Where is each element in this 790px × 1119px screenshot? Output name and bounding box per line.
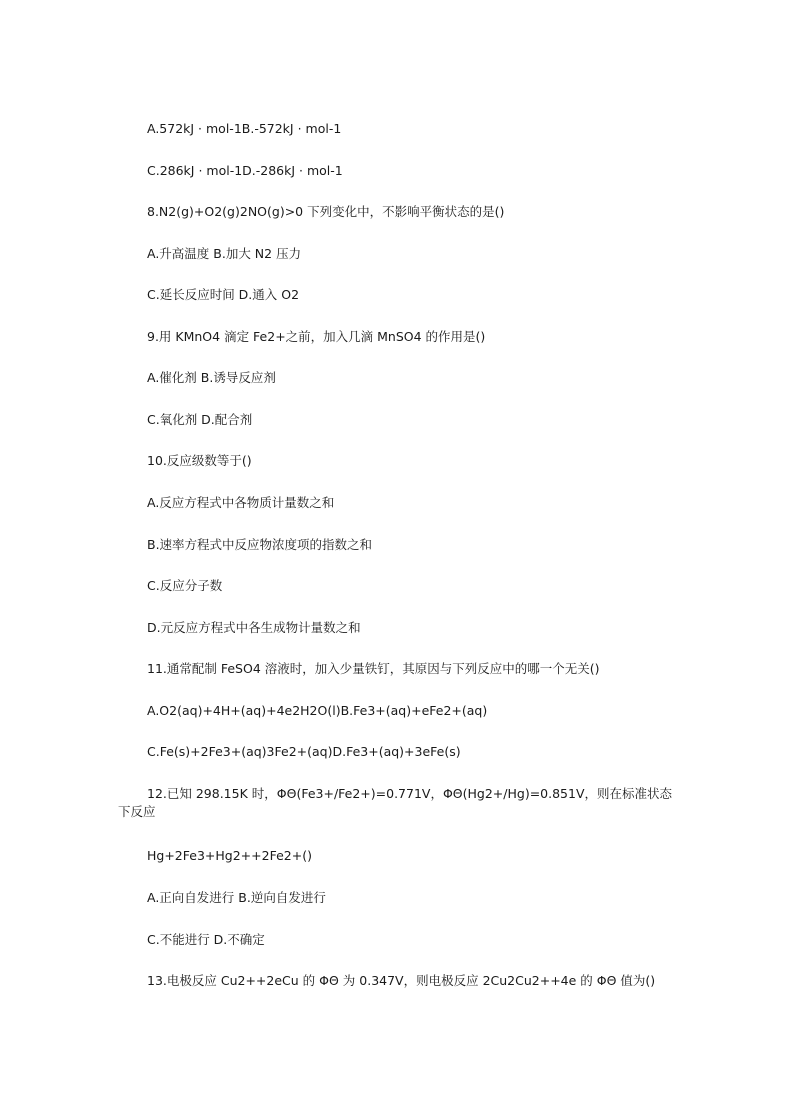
question-10: 10.反应级数等于() — [147, 453, 252, 468]
option-line-q10-b: B.速率方程式中反应物浓度项的指数之和 — [147, 537, 373, 552]
option-line-q9-cd: C.氧化剂 D.配合剂 — [147, 412, 253, 427]
question-11: 11.通常配制 FeSO4 溶液时，加入少量铁钉，其原因与下列反应中的哪一个无关() — [147, 661, 600, 676]
question-8: 8.N2(g)+O2(g)2NO(g)>0 下列变化中，不影响平衡状态的是() — [147, 204, 505, 219]
option-line-q11-cd: C.Fe(s)+2Fe3+(aq)3Fe2+(aq)D.Fe3+(aq)+3eFe(s) — [147, 744, 461, 759]
option-line-q10-d: D.元反应方程式中各生成物计量数之和 — [147, 620, 361, 635]
option-line-q10-c: C.反应分子数 — [147, 578, 223, 593]
option-line-q12-cd: C.不能进行 D.不确定 — [147, 932, 265, 947]
question-9: 9.用 KMnO4 滴定 Fe2+之前，加入几滴 MnSO4 的作用是() — [147, 329, 486, 344]
question-13: 13.电极反应 Cu2++2eCu 的 ΦΘ 为 0.347V，则电极反应 2Cu2Cu2++4e 的 ΦΘ 值为() — [147, 973, 656, 988]
option-line-q9-ab: A.催化剂 B.诱导反应剂 — [147, 370, 276, 385]
question-12 — [118, 785, 678, 821]
option-line-q7-cd: C.286kJ · mol-1D.-286kJ · mol-1 — [147, 163, 343, 178]
question-12-text: 12.已知 298.15K 时，ΦΘ(Fe3+/Fe2+)=0.771V，ΦΘ(Hg2+/Hg)=0.851V，则在标准状态下反应 — [118, 786, 673, 819]
option-line-q8-cd: C.延长反应时间 D.通入 O2 — [147, 287, 300, 302]
reaction-q12: Hg+2Fe3+Hg2++2Fe2+() — [147, 848, 312, 863]
option-line-q11-ab: A.O2(aq)+4H+(aq)+4e2H2O(l)B.Fe3+(aq)+eFe2+(aq) — [147, 703, 488, 718]
option-line-q7-ab: A.572kJ · mol-1B.-572kJ · mol-1 — [147, 121, 342, 136]
option-line-q8-ab: A.升高温度 B.加大 N2 压力 — [147, 246, 302, 261]
option-line-q10-a: A.反应方程式中各物质计量数之和 — [147, 495, 335, 510]
option-line-q12-ab: A.正向自发进行 B.逆向自发进行 — [147, 890, 326, 905]
